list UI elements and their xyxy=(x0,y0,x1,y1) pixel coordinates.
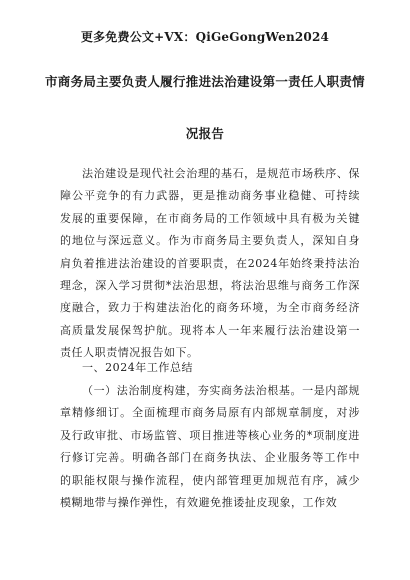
intro-paragraph-block xyxy=(60,163,360,365)
section-heading-block xyxy=(60,357,360,379)
section-paragraph-block xyxy=(60,380,360,514)
intro-paragraph: 法治建设是现代社会治理的基石，是规范市场秩序、保障公平竞争的有力武器，更是推动商务事业稳健、可持续发展的重要保障，在市商务局的工作领域中具有极为关键的地位与深远意义。作为市商务局主要负责人，深知自身肩负着推进法治建设的首要职责，在2024年始终秉持法治理念，深入学习贯彻*法治思想，将法治思维与商务工作深度融合，致力于构建法治化的商务环境，为全市商务经济高质量发展保驾护航。现将本人一年来履行法治建设第一责任人职责情况报告如下。 xyxy=(60,167,360,360)
section-heading: 一、2024年工作总结 xyxy=(82,361,194,374)
document-title-line-2: 况报告 xyxy=(185,126,225,141)
promo-header-note: 更多免费公文+VX：QiGeGongWen2024 xyxy=(80,30,330,44)
section-paragraph: （一）法治制度构建，夯实商务法治根基。一是内部规章精修细订。全面梳理市商务局原有内部规章制度，对涉及行政审批、市场监管、项目推进等核心业务的*项制度进行修订完善。明确各部门在商务执法、企业服务等工作中的职能权限与操作流程，使内部管理更加规范有序，减少模糊地带与操作弹性，有效避免推诿扯皮现象，工作效 xyxy=(60,384,360,510)
document-title-line-1: 市商务局主要负责人履行推进法治建设第一责任人职责情 xyxy=(44,74,365,89)
